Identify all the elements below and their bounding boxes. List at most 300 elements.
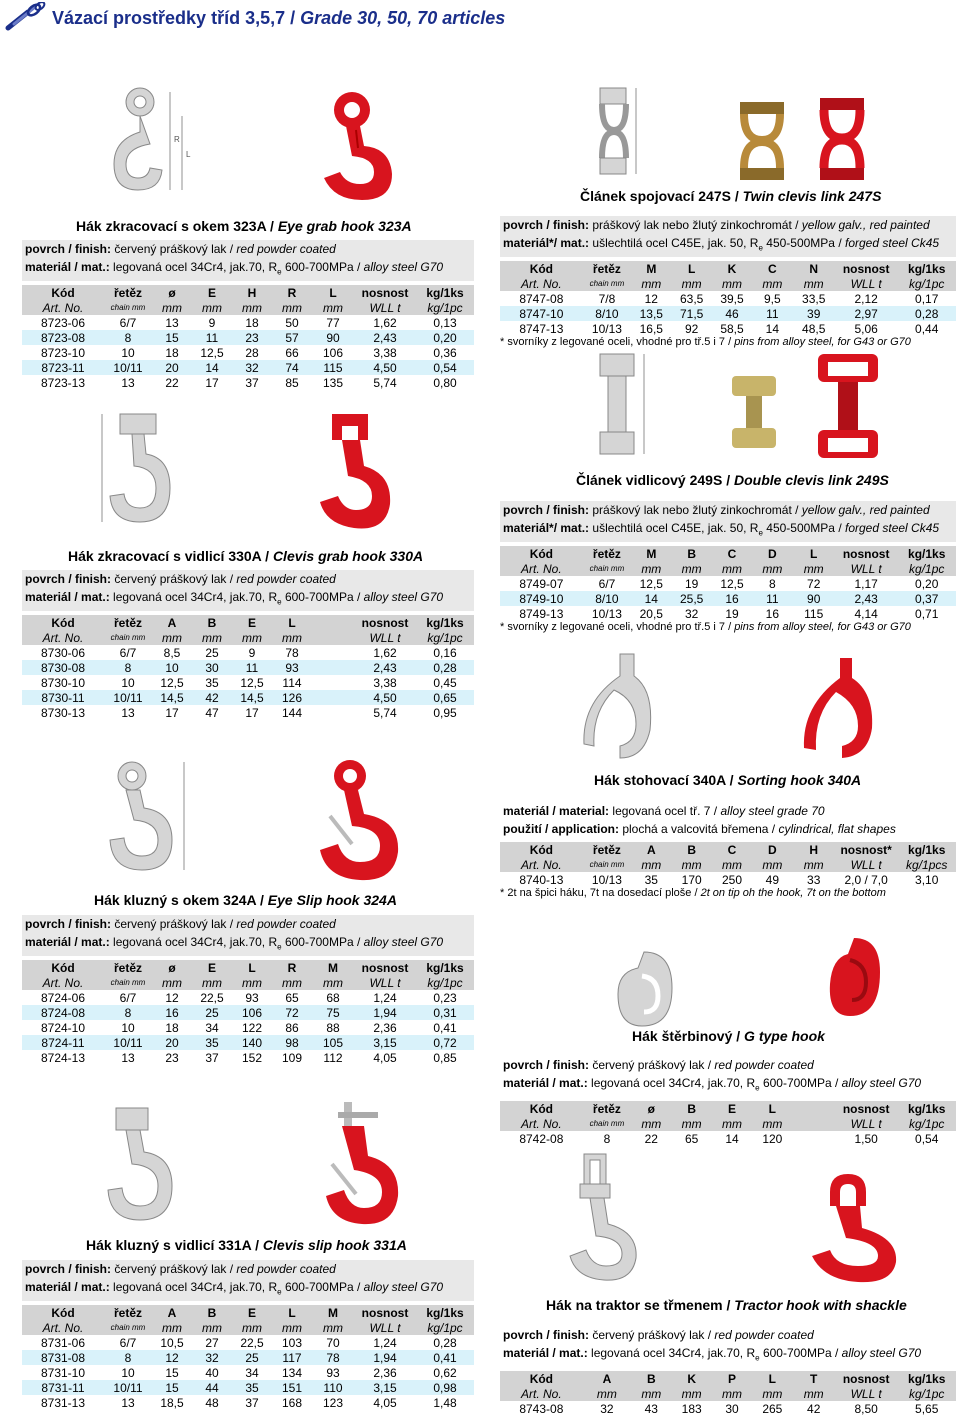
section-title: Článek vidlicový 249S / Double clevis link 249S (576, 472, 889, 488)
table-cell: 8 (769, 576, 776, 591)
table-row (500, 576, 956, 591)
table-cell: 39 (793, 306, 835, 321)
table-row (500, 591, 956, 606)
table-cell: 0,41 (416, 1350, 474, 1365)
table-cell: 183 (681, 1401, 702, 1416)
table-cell: 48 (205, 1395, 219, 1410)
column-unit: kg/1pc (416, 300, 474, 315)
column-header: L (232, 960, 272, 975)
column-header: R (272, 285, 312, 300)
table-cell: 42 (807, 1401, 821, 1416)
column-unit: mm (232, 630, 272, 645)
table-cell: 10 (121, 675, 135, 690)
table-row (500, 872, 956, 887)
spec-table (500, 842, 956, 887)
table-cell: 0,20 (416, 330, 474, 345)
table-cell: 8/10 (583, 306, 631, 321)
table-cell: 1,94 (354, 1005, 416, 1020)
column-unit: mm (631, 1116, 671, 1131)
g-type-hook-drawing (612, 948, 678, 1030)
column-unit: Art. No. (22, 975, 104, 990)
table-cell: 33,5 (802, 291, 826, 306)
table-cell: 8 (104, 1005, 152, 1020)
table-cell: 25 (192, 1005, 232, 1020)
table-cell: 3,38 (373, 675, 397, 690)
column-unit: mm (671, 561, 711, 576)
table-cell: 71,5 (671, 306, 711, 321)
column-header: L (312, 285, 354, 300)
column-unit: mm (712, 561, 752, 576)
table-cell: 0,65 (416, 690, 474, 705)
column-header: P (712, 1371, 752, 1386)
table-cell: 8,50 (854, 1401, 878, 1416)
column-unit: mm (232, 975, 272, 990)
table-cell: 135 (322, 375, 344, 390)
table-cell: 103 (281, 1335, 303, 1350)
table-cell: 13 (121, 1395, 135, 1410)
column-header: B (192, 1305, 232, 1320)
table-cell: 4,50 (354, 690, 416, 705)
table-cell: 16 (765, 606, 780, 621)
application-line: použití / application: plochá a valcovitá břemena / cylindrical, flat shapes (503, 822, 896, 836)
section-340a (500, 802, 956, 899)
table-cell: 8/10 (583, 591, 631, 606)
column-header: B (671, 1101, 711, 1116)
table-cell: 12 (165, 990, 179, 1005)
column-header: C (712, 546, 752, 561)
table-cell: 63,5 (679, 291, 704, 306)
section-title: Hák kluzný s okem 324A / Eye Slip hook 324A (94, 892, 397, 908)
table-cell: 58,5 (720, 321, 744, 336)
table-cell: 4,05 (373, 1395, 397, 1410)
material-line: materiál / mat.: legovaná ocel 34Cr4, jak.70, $R_e$ 600-700MPa / alloy steel G70 (22, 933, 474, 956)
column-header: M (631, 261, 671, 276)
column-unit: kg/1pcs (897, 857, 956, 872)
column-header: řetěz (583, 261, 631, 276)
column-header: nosnost (835, 546, 898, 561)
column-unit: WLL t (354, 630, 416, 645)
column-unit: mm (793, 1386, 835, 1401)
svg-text:R: R (174, 135, 180, 144)
eye-grab-hook-photo (312, 86, 404, 204)
table-cell: 10/13 (591, 872, 622, 887)
table-cell: 17 (205, 375, 219, 390)
table-cell (312, 660, 354, 675)
table-cell: 7/8 (598, 291, 616, 306)
column-unit: mm (793, 561, 835, 576)
table-cell: 0,62 (433, 1365, 457, 1380)
column-header: řetěz (583, 842, 631, 857)
finish-line: povrch / finish: červený práškový lak / red powder coated (22, 240, 474, 258)
table-cell: 8724-08 (22, 1005, 104, 1020)
column-header: Kód (22, 960, 104, 975)
table-cell: 110 (312, 1380, 354, 1395)
table-cell: 9 (248, 645, 256, 660)
table-cell: 16 (712, 591, 752, 606)
section-247s-title-wrap (580, 188, 881, 204)
column-unit: mm (312, 300, 354, 315)
table-cell: 18,5 (160, 1395, 184, 1410)
column-unit: mm (152, 975, 192, 990)
column-unit: mm (793, 276, 835, 291)
section-title: Hák štěrbinový / G type hook (632, 1028, 825, 1044)
column-unit: mm (152, 300, 192, 315)
column-unit: mm (272, 1320, 312, 1335)
table-cell: 0,54 (915, 1131, 939, 1146)
table-cell: 35 (232, 1380, 272, 1395)
table-cell: 114 (282, 675, 302, 690)
table-cell: 10/13 (591, 321, 622, 336)
table-row (22, 1050, 474, 1065)
table-cell: 3,10 (915, 872, 939, 887)
table-cell: 23 (232, 330, 272, 345)
table-cell: 6/7 (119, 990, 137, 1005)
section-title: Hák kluzný s vidlicí 331A / Clevis slip hook 331A (86, 1237, 407, 1253)
table-cell (312, 690, 354, 705)
table-cell: 32 (600, 1401, 614, 1416)
table-cell: 19 (725, 606, 739, 621)
column-unit: mm (793, 857, 835, 872)
table-cell: 8743-08 (519, 1401, 564, 1416)
table-cell: 8724-11 (22, 1035, 104, 1050)
column-unit: mm (272, 630, 312, 645)
table-row (22, 990, 474, 1005)
table-cell: 37 (245, 1395, 259, 1410)
clevis-slip-hook-photo (316, 1100, 406, 1230)
table-cell: 123 (322, 1395, 344, 1410)
table-cell: 32 (684, 606, 699, 621)
section-g-title-wrap (632, 1028, 825, 1044)
table-cell: 2,36 (373, 1020, 397, 1035)
table-cell: 72 (272, 1005, 312, 1020)
table-cell: 115 (312, 360, 354, 375)
table-cell: 8,5 (163, 645, 181, 660)
table-cell: 42 (192, 690, 232, 705)
material-line: materiál / material: legovaná ocel tř. 7 / alloy steel grade 70 (503, 804, 825, 818)
column-header: Kód (22, 285, 104, 300)
column-unit: kg/1pc (416, 975, 474, 990)
table-cell: 17 (165, 705, 179, 720)
table-cell: 78 (312, 1350, 354, 1365)
column-header: Kód (22, 615, 104, 630)
table-cell: 250 (721, 872, 743, 887)
table-cell: 0,85 (433, 1050, 457, 1065)
table-cell: 25 (232, 1350, 272, 1365)
table-cell: 15 (152, 330, 192, 345)
section-title: Hák stohovací 340A / Sorting hook 340A (594, 772, 862, 788)
column-unit (312, 630, 354, 645)
table-cell (312, 705, 354, 720)
column-header: kg/1ks (897, 1101, 956, 1116)
column-header: kg/1ks (416, 615, 474, 630)
table-cell: 77 (326, 315, 340, 330)
section-247s (500, 216, 956, 348)
table-cell: 8731-13 (40, 1395, 86, 1410)
table-cell: 140 (232, 1035, 272, 1050)
column-header: řetěz (583, 546, 631, 561)
column-header: B (671, 546, 711, 561)
finish-line: povrch / finish: červený práškový lak / red powder coated (22, 570, 474, 588)
table-cell: 10/11 (104, 1035, 152, 1050)
table-cell: 2,97 (835, 306, 898, 321)
table-cell: 8740-13 (519, 872, 564, 887)
column-unit: mm (712, 1116, 752, 1131)
column-header: Kód (500, 842, 583, 857)
table-cell: 8 (104, 660, 152, 675)
column-unit: mm (712, 1386, 752, 1401)
table-cell: 0,17 (915, 291, 939, 306)
table-cell: 70 (326, 1335, 340, 1350)
table-cell: 27 (205, 1335, 219, 1350)
table-cell: 0,71 (915, 606, 939, 621)
table-cell: 8747-08 (519, 291, 564, 306)
table-cell: 0,41 (433, 1020, 457, 1035)
finish-line: povrch / finish: červený práškový lak / red powder coated (503, 1058, 814, 1072)
section-331a-title-wrap (86, 1237, 407, 1253)
column-unit: mm (712, 857, 752, 872)
table-cell: 25 (205, 645, 219, 660)
column-unit: Art. No. (500, 1116, 583, 1131)
table-cell: 57 (272, 330, 312, 345)
table-cell: 14 (192, 360, 232, 375)
table-cell: 11 (232, 660, 272, 675)
table-cell: 109 (281, 1050, 303, 1065)
table-row (22, 645, 474, 660)
table-cell: 8723-11 (22, 360, 104, 375)
table-cell: 12,5 (720, 576, 744, 591)
table-cell: 14 (631, 591, 671, 606)
spec-table (22, 285, 474, 390)
column-header: A (583, 1371, 631, 1386)
table-cell: 13 (121, 375, 135, 390)
table-cell: 13 (121, 705, 135, 720)
table-cell: 0,28 (433, 1335, 457, 1350)
table-cell: 34 (205, 1020, 219, 1035)
column-unit: Art. No. (500, 276, 583, 291)
eye-slip-hook-drawing (100, 758, 196, 876)
table-cell: 14,5 (232, 690, 272, 705)
table-cell: 0,54 (416, 360, 474, 375)
column-header: H (232, 285, 272, 300)
column-header: L (272, 615, 312, 630)
table-cell (312, 675, 354, 690)
column-unit: Art. No. (22, 1320, 104, 1335)
table-cell: 22,5 (240, 1335, 264, 1350)
column-unit: mm (752, 1116, 792, 1131)
table-cell: 50 (285, 315, 299, 330)
table-cell: 3,15 (354, 1035, 416, 1050)
column-header: kg/1ks (897, 546, 956, 561)
double-clevis-link-drawing (586, 350, 654, 458)
column-unit: mm (671, 857, 711, 872)
column-unit: chain mm (104, 300, 152, 315)
spec-table (500, 261, 956, 336)
table-cell: 16,5 (639, 321, 663, 336)
table-row (22, 360, 474, 375)
section-323a-title-wrap (76, 218, 412, 234)
column-unit: mm (631, 276, 671, 291)
table-row (500, 306, 956, 321)
table-cell: 16 (152, 1005, 192, 1020)
twin-clevis-link-red-photo (810, 96, 874, 182)
table-cell: 8724-06 (40, 990, 86, 1005)
clevis-grab-hook-drawing (96, 410, 182, 528)
column-header: A (152, 615, 192, 630)
table-row (22, 1365, 474, 1380)
column-unit: mm (152, 630, 192, 645)
table-cell: 0,44 (915, 321, 939, 336)
material-line: materiál / mat.: legovaná ocel 34Cr4, jak.70, $R_e$ 600-700MPa / alloy steel G70 (22, 1278, 474, 1301)
table-cell: 8724-13 (40, 1050, 86, 1065)
column-header: řetěz (104, 1305, 152, 1320)
column-unit: chain mm (583, 1116, 631, 1131)
column-header: D (752, 842, 792, 857)
table-cell: 168 (281, 1395, 303, 1410)
table-cell: 18 (165, 345, 179, 360)
table-cell: 85 (285, 375, 299, 390)
table-cell: 1,62 (373, 315, 397, 330)
table-cell: 0,28 (897, 306, 956, 321)
table-row (22, 1005, 474, 1020)
column-header: H (793, 842, 835, 857)
column-unit: kg/1pc (416, 630, 474, 645)
table-row (500, 1401, 956, 1416)
table-cell: 86 (285, 1020, 299, 1035)
table-cell: 11 (192, 330, 232, 345)
column-unit: mm (192, 630, 232, 645)
table-cell: 35 (192, 1035, 232, 1050)
table-cell: 9,5 (764, 291, 781, 306)
table-cell: 8749-10 (500, 591, 583, 606)
table-cell: 8747-10 (500, 306, 583, 321)
table-cell: 6/7 (119, 1335, 137, 1350)
table-cell: 20,5 (639, 606, 663, 621)
table-cell: 8723-08 (22, 330, 104, 345)
column-unit: mm (752, 276, 792, 291)
section-340a-title-wrap (594, 772, 861, 788)
section-title: Článek spojovací 247S / Twin clevis link 247S (580, 188, 882, 204)
table-cell: 0,20 (915, 576, 939, 591)
table-cell: 90 (793, 591, 835, 606)
column-header: K (712, 261, 752, 276)
column-header: ø (152, 960, 192, 975)
column-header: Kód (22, 1305, 104, 1320)
column-unit (793, 1116, 835, 1131)
table-cell: 68 (326, 990, 340, 1005)
table-cell: 10/11 (104, 1380, 152, 1395)
table-cell: 12 (152, 1350, 192, 1365)
table-cell: 1,94 (354, 1350, 416, 1365)
finish-line: povrch / finish: červený práškový lak / red powder coated (22, 915, 474, 933)
column-unit: kg/1pc (897, 561, 956, 576)
table-cell: 33 (807, 872, 821, 887)
column-header: T (793, 1371, 835, 1386)
column-header: D (752, 546, 792, 561)
column-header: A (631, 842, 671, 857)
column-unit: WLL t (835, 1386, 898, 1401)
table-cell: 30 (192, 660, 232, 675)
table-cell: 2,43 (835, 591, 898, 606)
table-cell: 8731-11 (22, 1380, 104, 1395)
table-row (22, 1380, 474, 1395)
table-cell: 8 (104, 330, 152, 345)
table-row (22, 690, 474, 705)
svg-text:L: L (186, 150, 191, 159)
table-cell: 13 (121, 1050, 135, 1065)
column-unit: chain mm (104, 975, 152, 990)
column-header: E (232, 615, 272, 630)
column-unit: mm (752, 1386, 792, 1401)
table-cell: 8731-10 (40, 1365, 86, 1380)
column-header: Kód (500, 546, 583, 561)
table-cell: 0,95 (433, 705, 457, 720)
table-cell: 8730-10 (40, 675, 86, 690)
table-cell: 39,5 (720, 291, 744, 306)
table-cell: 8730-13 (40, 705, 86, 720)
table-row (22, 345, 474, 360)
table-cell: 13 (165, 315, 179, 330)
table-cell: 2,43 (354, 330, 416, 345)
finish-line: povrch / finish: červený práškový lak / red powder coated (503, 1328, 814, 1342)
material-line: materiál / mat.: legovaná ocel 34Cr4, jak.70, $R_e$ 600-700MPa / alloy steel G70 (22, 258, 474, 281)
column-unit: Art. No. (500, 857, 583, 872)
column-header: C (712, 842, 752, 857)
chain-logo-icon (4, 2, 46, 32)
column-unit: mm (631, 561, 671, 576)
table-cell: 48,5 (802, 321, 826, 336)
table-cell: 8723-13 (40, 375, 86, 390)
section-323a (22, 240, 474, 390)
column-header: B (671, 842, 711, 857)
table-cell: 11 (752, 591, 792, 606)
table-cell: 1,24 (373, 1335, 397, 1350)
table-cell: 28 (245, 345, 259, 360)
column-header: nosnost* (835, 842, 898, 857)
table-cell: 0,80 (433, 375, 457, 390)
sorting-hook-drawing (580, 650, 660, 762)
column-header: M (312, 1305, 354, 1320)
clevis-grab-hook-photo (308, 410, 398, 534)
column-unit: mm (272, 300, 312, 315)
column-unit: WLL t (354, 300, 416, 315)
column-unit: mm (631, 857, 671, 872)
table-cell: 18 (245, 315, 259, 330)
material-line: materiál / mat.: legovaná ocel 34Cr4, jak.70, $R_e$ 600-700MPa / alloy steel G70 (503, 1076, 922, 1093)
table-cell: 0,31 (416, 1005, 474, 1020)
column-unit: kg/1pc (897, 1386, 956, 1401)
table-cell: 1,62 (373, 645, 397, 660)
table-cell: 15 (165, 1365, 179, 1380)
table-cell: 14,5 (152, 690, 192, 705)
column-header: kg/1ks (416, 960, 474, 975)
section-title: Hák zkracovací s okem 323A / Eye grab hook 323A (76, 218, 412, 234)
column-header: kg/1ks (416, 285, 474, 300)
table-cell: 5,74 (373, 705, 397, 720)
column-header: E (192, 285, 232, 300)
table-row (22, 705, 474, 720)
column-header (793, 1101, 835, 1116)
table-cell: 265 (762, 1401, 783, 1416)
table-cell: 98 (272, 1035, 312, 1050)
table-cell: 6/7 (598, 576, 616, 591)
column-header: B (192, 615, 232, 630)
table-cell: 10,5 (160, 1335, 184, 1350)
column-header: nosnost (354, 285, 416, 300)
spec-table (500, 546, 956, 621)
table-cell: 10 (121, 1365, 135, 1380)
table-cell: 10/11 (104, 690, 152, 705)
table-cell: 65 (684, 1131, 699, 1146)
